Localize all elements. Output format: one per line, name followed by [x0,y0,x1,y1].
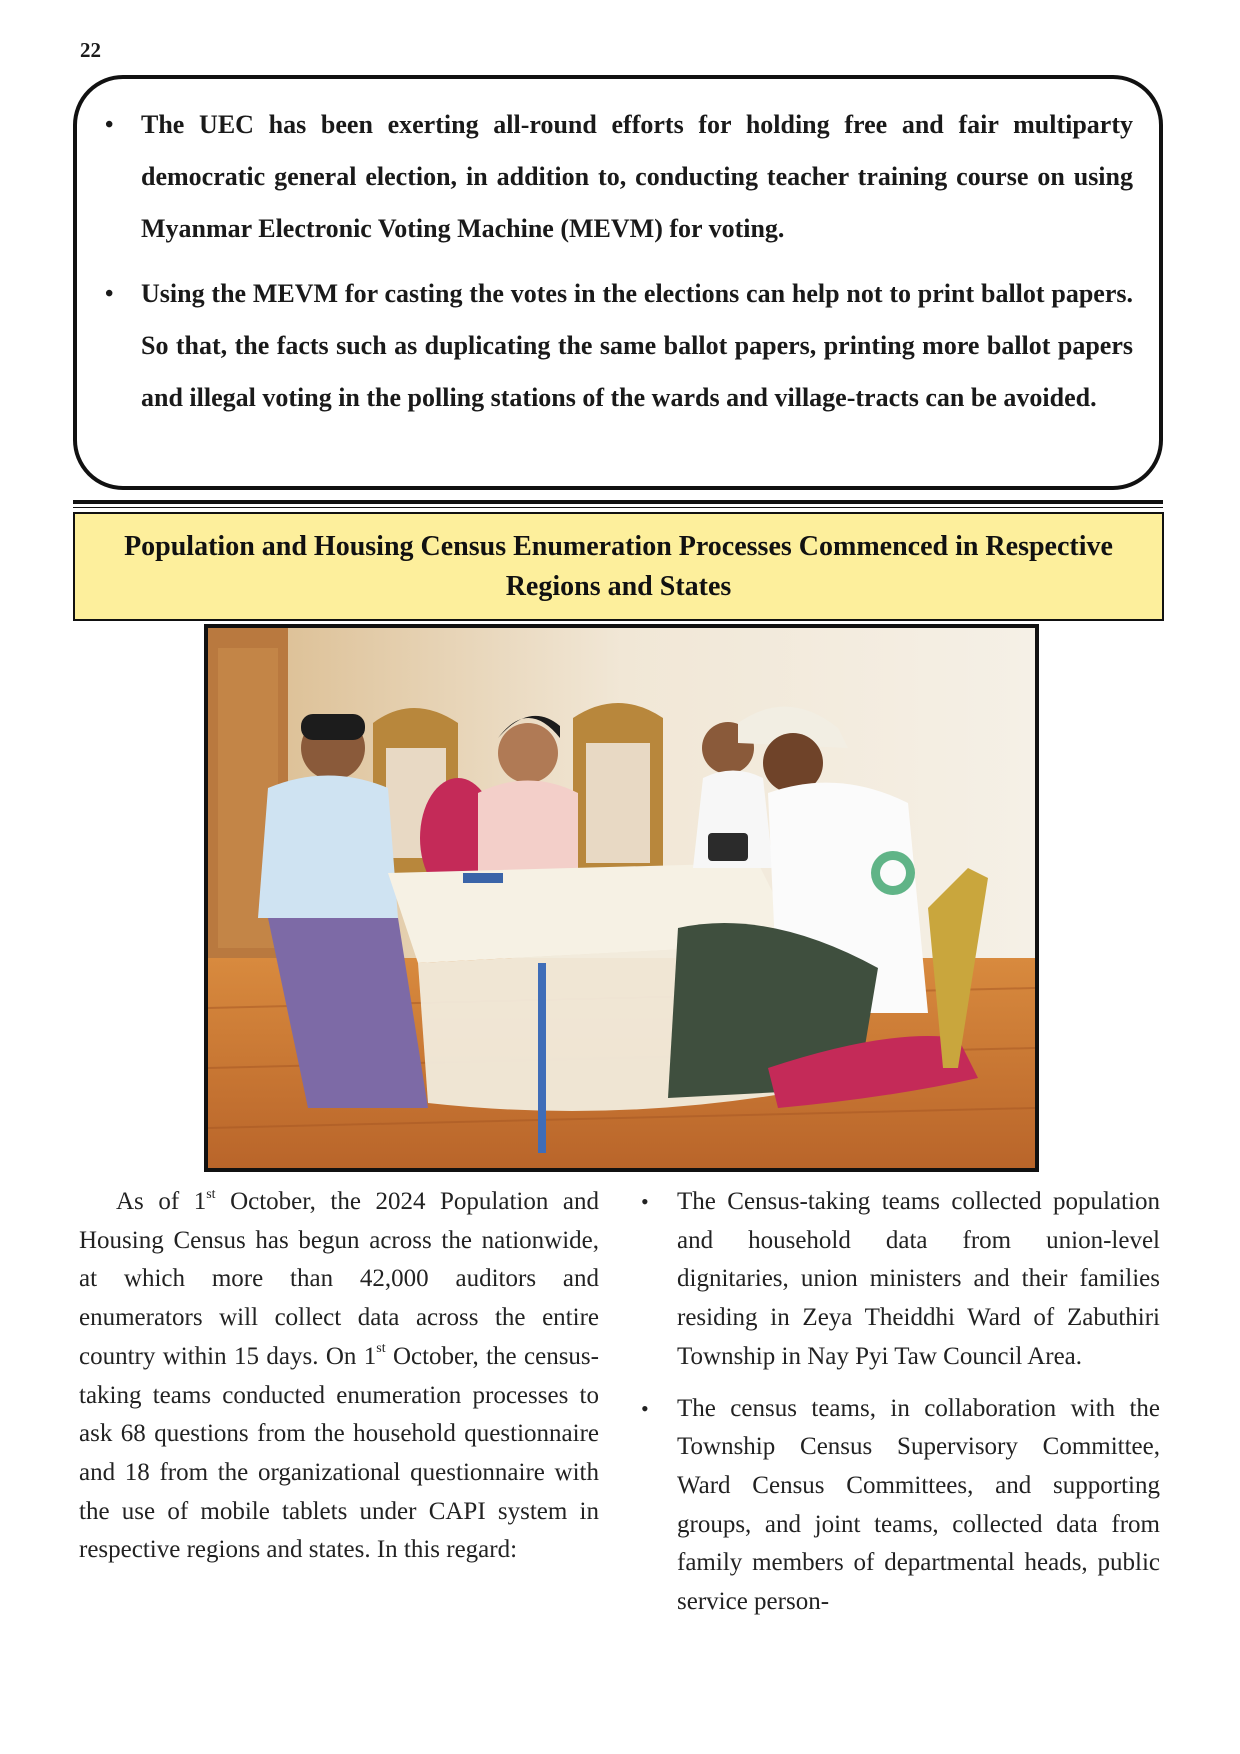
bullet-icon: • [105,112,114,138]
bullet-icon: • [641,1189,649,1214]
article-intro-column [79,1183,599,1570]
bullet-icon: • [105,281,114,307]
ordinal-suffix: st [206,1186,216,1202]
intro-text-3: October, the census-taking teams conducted enumeration processes to ask 68 questions from the household questionnaire and 18 from the organizational questionnaire with the use of mobile tablets under CAPI system in respective regions and states. In this regard: [79,1342,599,1564]
highlights-box [73,75,1163,490]
intro-paragraph [79,1183,599,1570]
section-divider-thin [73,507,1163,508]
highlights-list [105,99,1133,424]
article-headline-box [73,512,1164,621]
article-points-list [641,1183,1160,1622]
intro-text-2: October, the 2024 Population and Housing Census has begun across the nationwide, at which more than 42,000 auditors and enumerators will collect data across the entire country within 15 days. On 1 [79,1188,600,1370]
highlight-item [105,268,1133,424]
intro-text-1: As of 1 [116,1188,207,1215]
census-interview-photo [208,628,1035,1168]
article-point-text: The census teams, in collaboration with the Township Census Supervisory Committee, Ward Census Committees, and supporting groups, and joint teams, collected data from family members of departmental heads, public service person- [677,1394,1160,1616]
ordinal-suffix: st [376,1341,386,1357]
highlight-text: Using the MEVM for casting the votes in the elections can help not to print ballot papers. So that, the facts such as duplicating the same ballot papers, printing more ballot papers and illegal voting in the polling stations of the wards and village-tracts can be avoided. [141,279,1133,412]
article-headline: Population and Housing Census Enumeration Processes Commenced in Respective Regions and States [124,530,1113,602]
page-number: 22 [80,38,101,62]
bullet-icon: • [641,1395,649,1421]
article-point [641,1390,1160,1622]
article-point-text: The Census-taking teams collected population and household data from union-level dignitaries, union ministers and their families residing in Zeya Theiddhi Ward of Zabuthiri Township in Nay Pyi Taw Council Area. [677,1188,1160,1370]
article-point [641,1183,1160,1377]
article-points-column [641,1183,1160,1635]
highlight-item [105,99,1133,255]
highlight-text: The UEC has been exerting all-round efforts for holding free and fair multiparty democratic general election, in addition to, conducting teacher training course on using Myanmar Electronic Voting Machine (MEVM) for voting. [141,110,1133,243]
article-photo [204,624,1039,1172]
section-divider [73,500,1163,504]
